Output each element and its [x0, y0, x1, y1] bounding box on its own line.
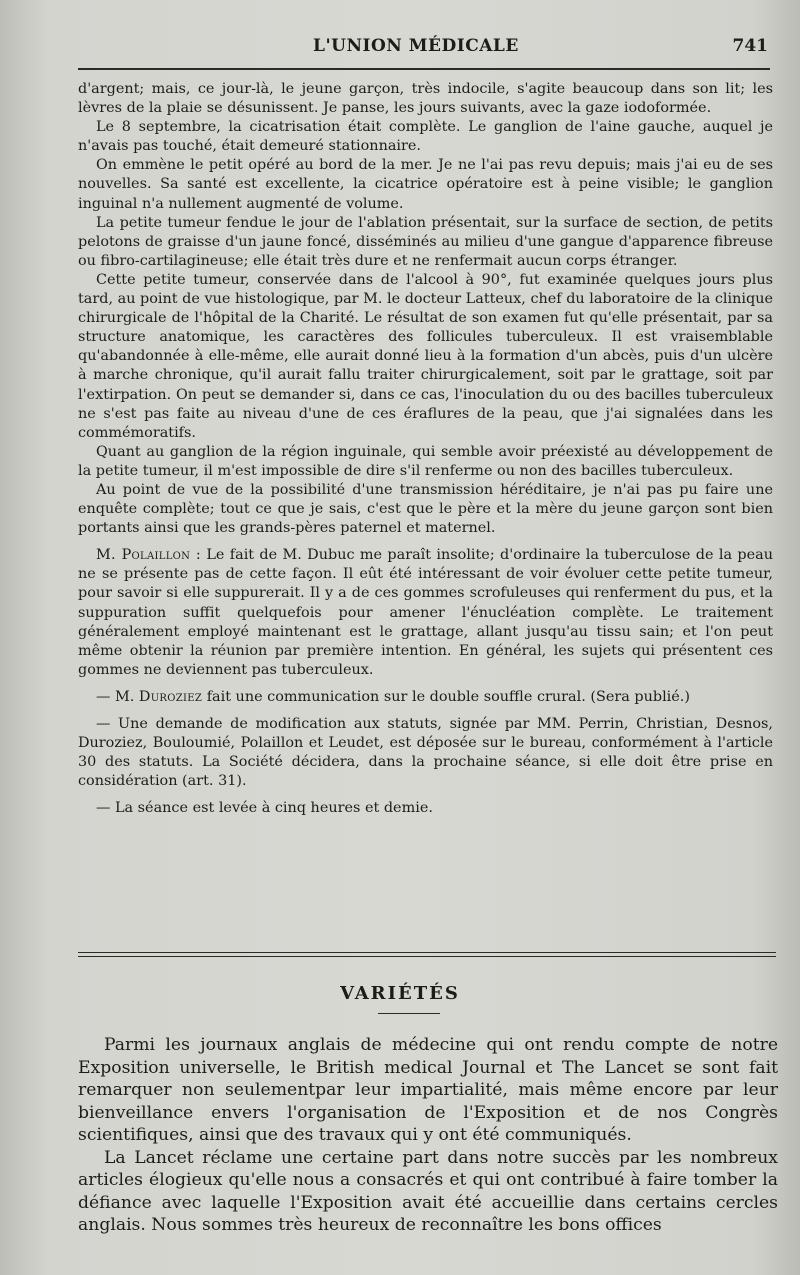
communication-text: fait une communication sur le double souffle crural. (Sera publié.)	[206, 688, 690, 705]
header-rule	[78, 68, 770, 70]
paragraph: Quant au ganglion de la région inguinale, qui semble avoir préexisté au développement de la petite tumeur, il m'est impossible de dire s'il renferme ou non des bacilles tuberculeux.	[78, 443, 773, 479]
page-header	[78, 36, 768, 62]
paragraph: On emmène le petit opéré au bord de la mer. Je ne l'ai pas revu depuis; mais j'ai eu de ses nouvelles. Sa santé est excellente, la cicatrice opératoire est à peine visible; le ganglion inguinal n'a nullement augmenté de volume.	[78, 157, 773, 212]
speaker-name: M. Polaillon :	[96, 547, 201, 564]
page-number: 741	[732, 36, 768, 56]
paragraph: La Lancet réclame une certaine part dans notre succès par les nombreux articles élogieux qu'elle nous a consacrés et qui ont contribué à faire tomber la défiance avec laquelle l'Exposition avait été accueillie dans certains cercles anglais. Nous sommes très heureux de reconnaître les bons offices	[78, 1147, 778, 1235]
paragraph: d'argent; mais, ce jour-là, le jeune garçon, très indocile, s'agite beaucoup dans son lit; les lèvres de la plaie se désunissent. Je panse, les jours suivants, avec la gaze iodoformée.	[78, 81, 773, 117]
statutes-request: — Une demande de modification aux statuts, signée par MM. Perrin, Christian, Desnos, Duroziez, Bouloumié, Polaillon et Leudet, est déposée sur le bureau, conformément à l'article 30 des statuts. La Société décidera, dans la prochaine séance, si elle doit être prise en considération (art. 31).	[78, 716, 773, 790]
dash-prefix: — M.	[96, 688, 135, 705]
section-title: VARIÉTÉS	[340, 983, 460, 1004]
article-body	[78, 80, 773, 818]
remark-text: Le fait de M. Dubuc me paraît insolite; d'ordinaire la tuberculose de la peau ne se présente pas de cette façon. Il eût été intéressant de voir évoluer cette petite tumeur, pour savoir si elle suppurerait. Il y a de ces gommes scrofuleuses qui renferment du pus, et la suppuration suffit quelquefois pour amener l'énucléation complète. Le traitement généralement employé maintenant est le grattage, allant jusqu'au tissu sain; et l'on peut même obtenir la réunion par première intention. En général, les sujets qui présentent ces gommes ne deviennent pas tuberculeux.	[78, 547, 773, 678]
duroziez-communication	[78, 688, 773, 707]
paragraph: Au point de vue de la possibilité d'une transmission héréditaire, je n'ai pas pu faire une enquête complète; tout ce que je sais, c'est que le père et la mère du jeune garçon sont bien portants ainsi que les grands-pères paternel et maternel.	[78, 481, 773, 537]
speaker-name: Duroziez	[138, 688, 203, 705]
varietes-body	[78, 1034, 778, 1237]
polaillon-remark	[78, 546, 773, 680]
session-closing: — La séance est levée à cinq heures et demie.	[96, 800, 433, 817]
running-title: L'UNION MÉDICALE	[313, 36, 519, 56]
paragraph: La petite tumeur fendue le jour de l'ablation présentait, sur la surface de section, de petits pelotons de graisse d'un jaune foncé, disséminés au milieu d'une gangue d'apparence fibreuse ou fibro-cartilagineuse; elle était très dure et ne renfermait aucun corps étranger.	[78, 214, 773, 269]
paragraph: Cette petite tumeur, conservée dans de l'alcool à 90°, fut examinée quelques jours plus tard, au point de vue histologique, par M. le docteur Latteux, chef du laboratoire de la clinique chirurgicale de l'hôpital de la Charité. Le résultat de son examen fut qu'elle présentait, par sa structure anatomique, les caractères des follicules tuberculeux. Il est vraisemblable qu'abandonnée à elle-même, elle aurait donné lieu à la formation d'un abcès, puis d'un ulcère à marche chronique, qu'il aurait fallu traiter chirurgicalement, soit par le grattage, soit par l'extirpation. On peut se demander si, dans ce cas, l'inoculation du ou des bacilles tuberculeux ne s'est pas faite au niveau d'une de ces éraflures de la peau, que j'ai signalées dans les commémoratifs.	[78, 271, 773, 441]
section-divider	[78, 952, 776, 957]
paragraph: Parmi les journaux anglais de médecine qui ont rendu compte de notre Exposition universelle, le British medical Journal et The Lancet se sont fait remarquer non seulementpar leur impartialité, mais même encore par leur bienveillance envers l'organisation de l'Exposition et de nos Congrès scientifiques, ainsi que des travaux qui y ont été communiqués.	[78, 1035, 778, 1145]
section-title-rule	[378, 1013, 440, 1014]
paragraph: Le 8 septembre, la cicatrisation était complète. Le ganglion de l'aine gauche, auquel je n'avais pas touché, était demeuré stationnaire.	[78, 119, 773, 155]
